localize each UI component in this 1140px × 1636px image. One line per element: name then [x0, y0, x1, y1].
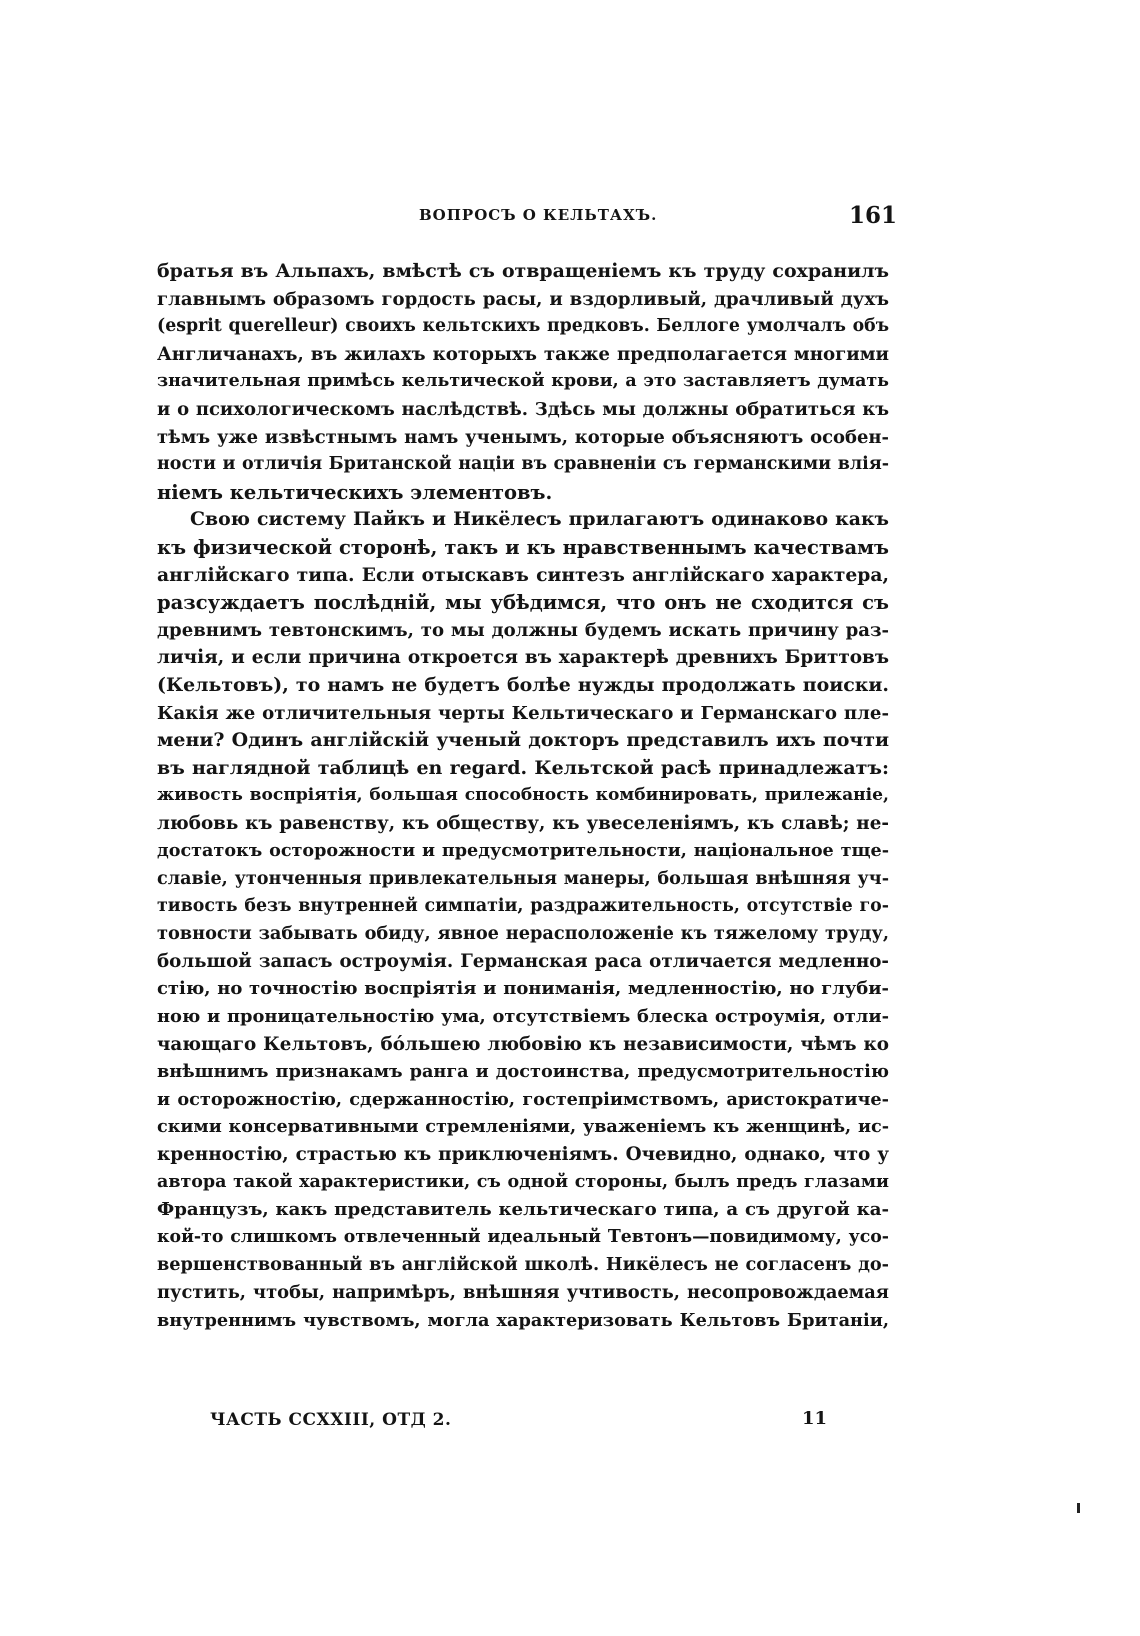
page-number: 161	[849, 202, 898, 229]
signature-label: ЧАСТЬ CCXXIII, ОТД 2.	[210, 1410, 452, 1430]
sheet-number: 11	[802, 1408, 828, 1429]
text-line: главнымъ образомъ гордость расы, и вздорливый, драчливый духъ	[157, 288, 889, 310]
text-line: товности забывать обиду, явное нерасположеніе къ тяжелому труду,	[157, 923, 889, 945]
text-line: (Кельтовъ), то намъ не будетъ болѣе нужды продолжать поиски.	[157, 673, 889, 696]
text-line: внѣшнимъ признакамъ ранга и достоинства, предусмотрительностію	[157, 1061, 889, 1083]
text-line: тѣмъ уже извѣстнымъ намъ ученымъ, которые объясняютъ особен-	[157, 426, 889, 448]
text-line: любовь къ равенству, къ обществу, къ увеселеніямъ, къ славѣ; не-	[157, 812, 889, 834]
text-line: въ наглядной таблицѣ en regard. Кельтской расѣ принадлежатъ:	[157, 756, 889, 779]
running-title: ВОПРОСЪ О КЕЛЬТАХЪ.	[419, 206, 658, 224]
text-line: тивость безъ внутренней симпатіи, раздражительность, отсутствіе го-	[157, 895, 889, 916]
text-line: англійскаго типа. Если отыскавъ синтезъ англійскаго характера,	[157, 563, 889, 586]
text-line: значительная примѣсь кельтической крови, а это заставляетъ думать	[157, 371, 889, 392]
text-line: вершенствованный въ англійской школѣ. Никёлесъ не согласенъ до-	[157, 1254, 889, 1276]
text-line: и осторожностію, сдержанностію, гостепріимствомъ, аристократиче-	[157, 1088, 889, 1110]
text-line: древнимъ тевтонскимъ, то мы должны будемъ искать причину раз-	[157, 619, 889, 641]
text-line: живость воспріятія, большая способность комбинировать, прилежаніе,	[157, 785, 889, 806]
text-line: кренностію, страстью къ приключеніямъ. Очевидно, однако, что у	[157, 1144, 889, 1165]
text-line: Французъ, какъ представитель кельтическаго типа, а съ другой ка-	[157, 1199, 889, 1221]
text-line: внутреннимъ чувствомъ, могла характеризовать Кельтовъ Британіи,	[157, 1309, 889, 1331]
text-line: чающаго Кельтовъ, бо́льшею любовію къ независимости, чѣмъ ко	[157, 1033, 889, 1055]
text-line: кой-то слишкомъ отвлеченный идеальный Тевтонъ—повидимому, усо-	[157, 1226, 889, 1247]
text-line: славіе, утонченныя привлекательныя манеры, большая внѣшняя уч-	[157, 868, 889, 890]
text-line: стію, но точностію воспріятія и пониманія, медленностію, но глуби-	[157, 978, 889, 1000]
body-text	[157, 258, 889, 1334]
text-line: ною и проницательностію ума, отсутствіемъ блеска остроумія, отли-	[157, 1006, 889, 1028]
scan-speck	[1077, 1503, 1080, 1513]
text-line: мени? Одинъ англійскій ученый докторъ представилъ ихъ почти	[157, 729, 889, 752]
text-line: братья въ Альпахъ, вмѣстѣ съ отвращеніемъ къ труду сохранилъ	[157, 260, 889, 282]
text-line: къ физической сторонѣ, такъ и къ нравственнымъ качествамъ	[157, 535, 889, 559]
text-line: скими консервативными стремленіями, уваженіемъ къ женщинѣ, ис-	[157, 1116, 889, 1138]
text-line: разсуждаетъ послѣдній, мы убѣдимся, что онъ не сходится съ	[157, 591, 889, 615]
text-line: (esprit querelleur) своихъ кельтскихъ предковъ. Беллоге умолчалъ объ	[157, 316, 889, 337]
text-line: автора такой характеристики, съ одной стороны, былъ предъ глазами	[157, 1171, 889, 1192]
text-line: Англичанахъ, въ жилахъ которыхъ также предполагается многими	[157, 343, 889, 365]
text-line: большой запасъ остроумія. Германская раса отличается медленно-	[157, 950, 889, 972]
text-line: ности и отличія Британской націи въ сравненіи съ германскими влія-	[157, 454, 889, 475]
text-line: достатокъ осторожности и предусмотрительности, національное тще-	[157, 840, 889, 862]
text-line: и о психологическомъ наслѣдствѣ. Здѣсь мы должны обратиться къ	[157, 398, 889, 420]
paragraph-end-line: ніемъ кельтическихъ элементовъ.	[157, 480, 553, 504]
paragraph-first-line: Свою систему Пайкъ и Никёлесъ прилагаютъ одинаково какъ	[190, 508, 889, 531]
text-line: Какія же отличительныя черты Кельтическаго и Германскаго пле-	[157, 702, 889, 724]
text-line: личія, и если причина откроется въ характерѣ древнихъ Бриттовъ	[157, 647, 889, 669]
text-line: пустить, чтобы, напримѣръ, внѣшняя учтивость, несопровождаемая	[157, 1281, 889, 1303]
